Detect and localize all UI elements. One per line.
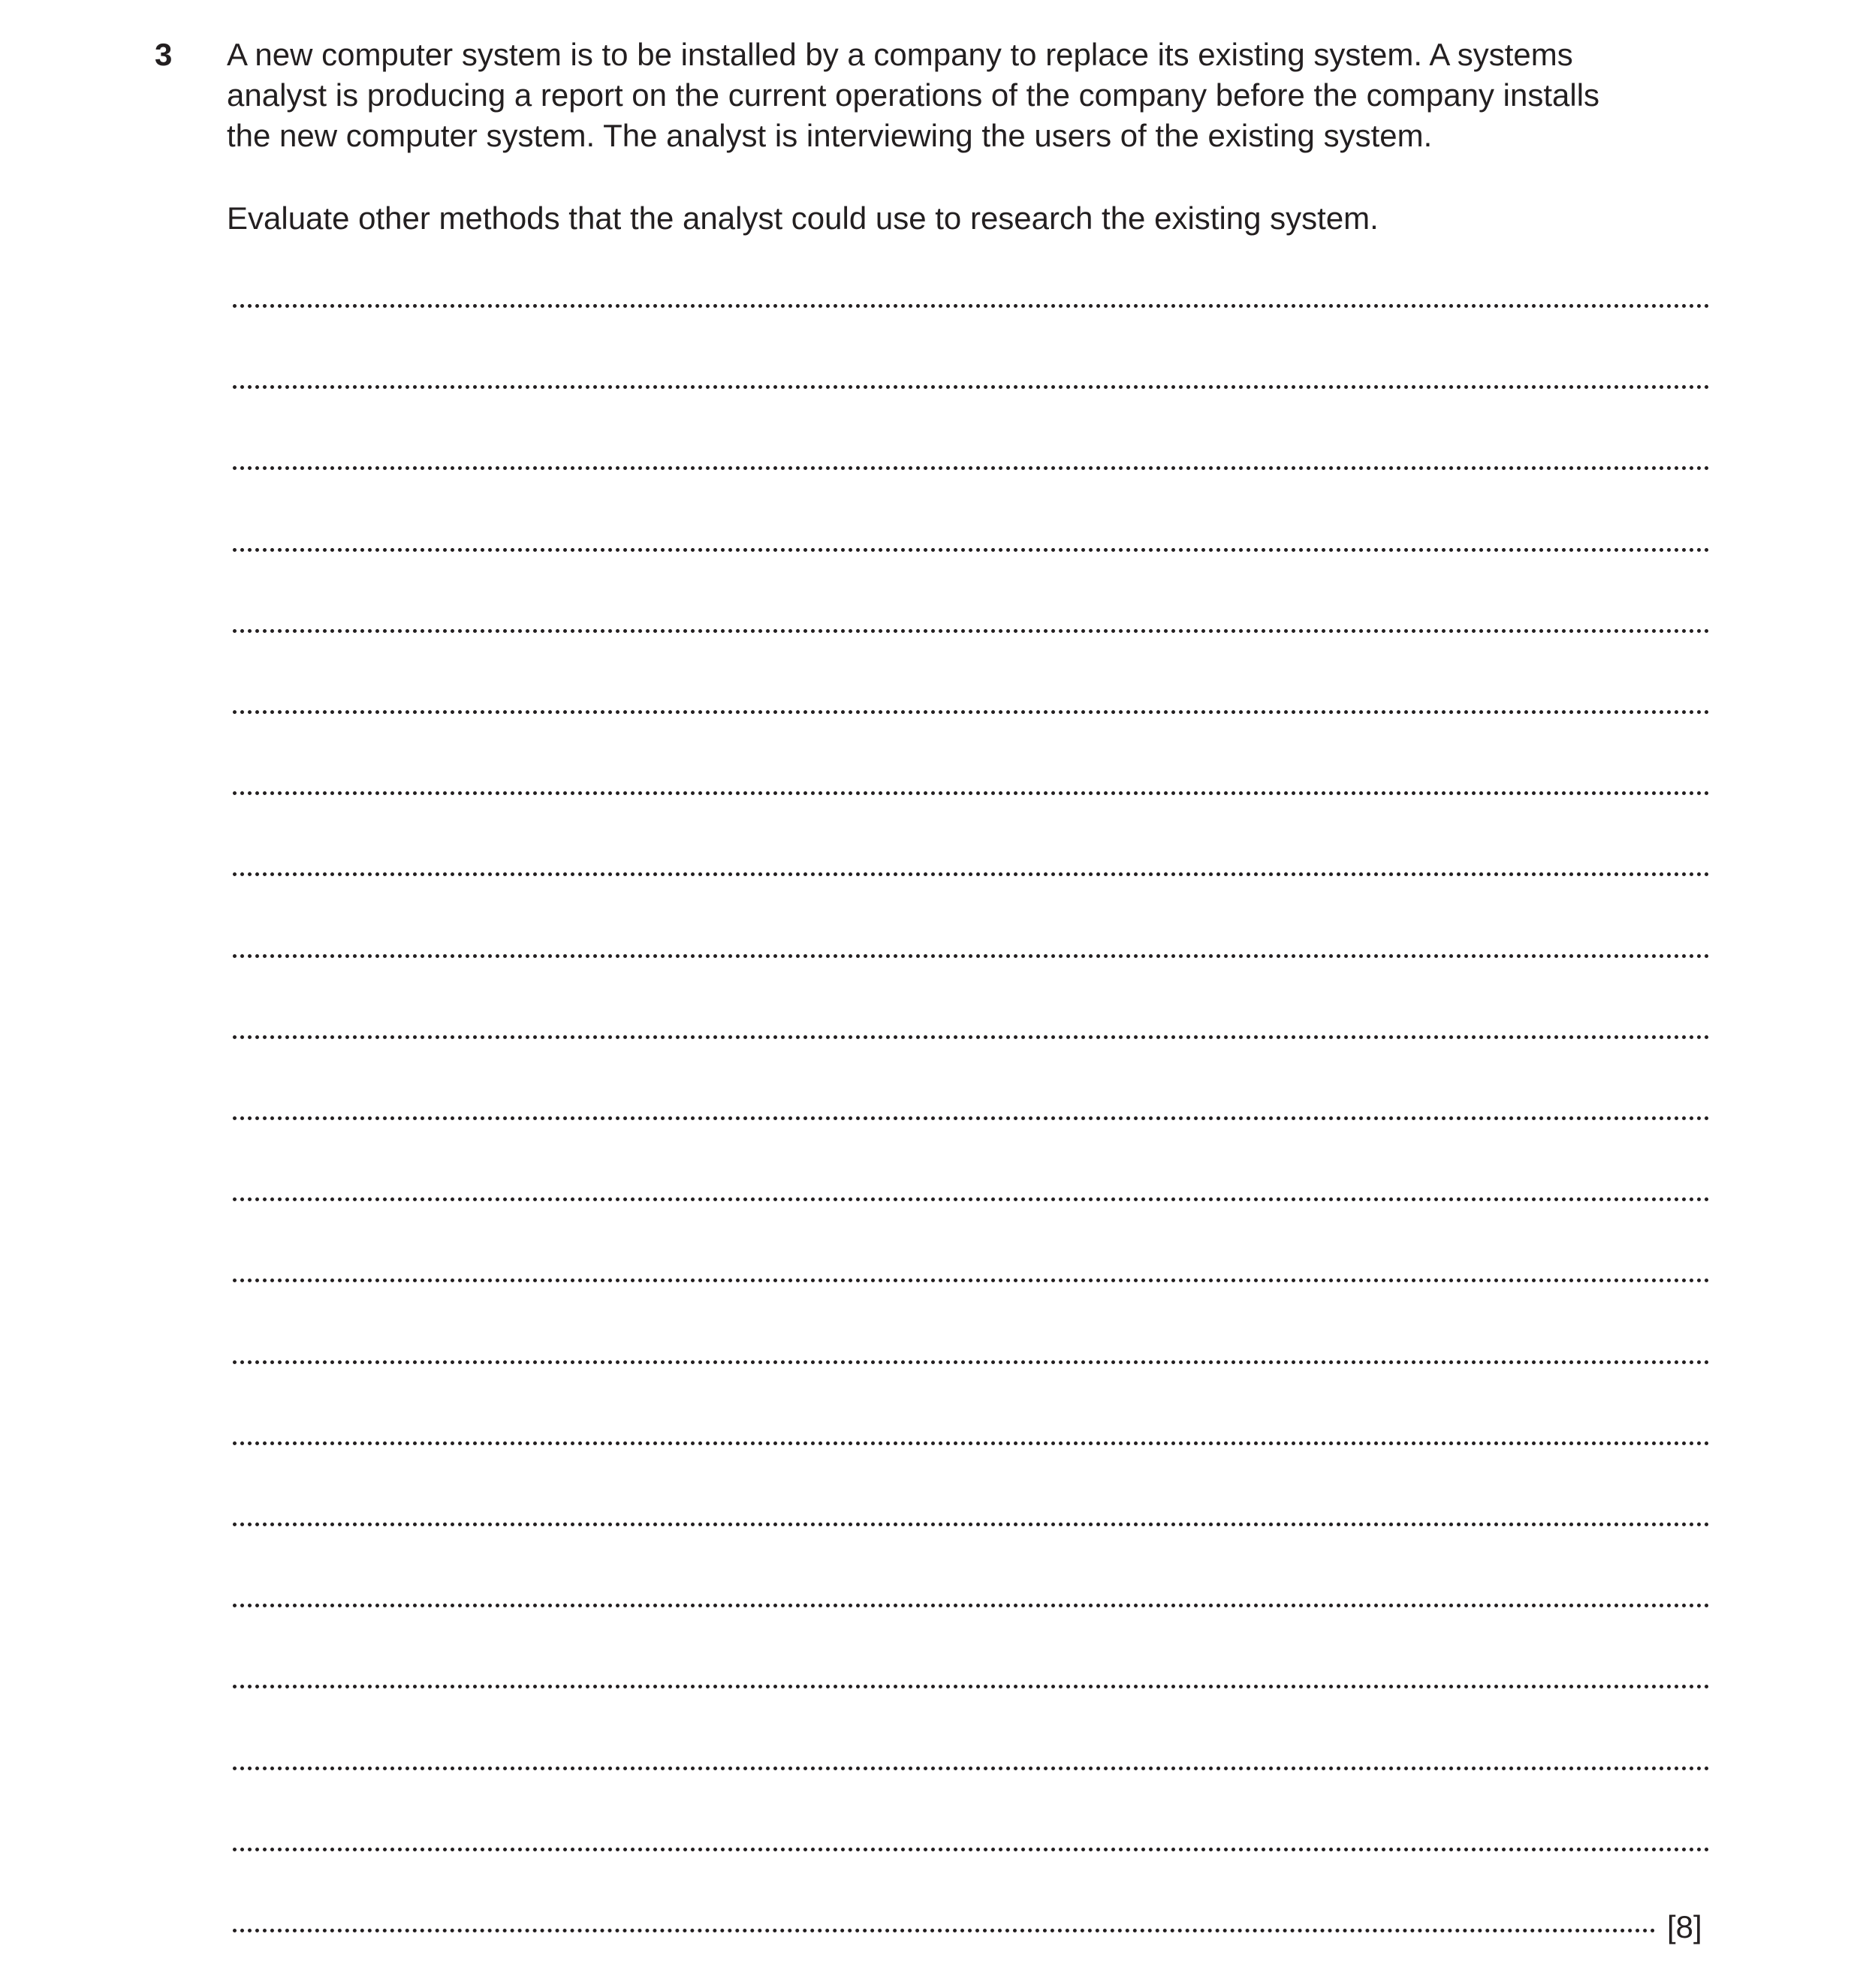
answer-line[interactable] (233, 1116, 1710, 1120)
answer-line[interactable] (233, 1767, 1710, 1770)
answer-line[interactable] (233, 1035, 1710, 1039)
answer-line[interactable] (233, 548, 1710, 552)
answer-line[interactable] (233, 385, 1710, 389)
answer-line[interactable] (233, 954, 1710, 958)
question-stem-line-3: the new computer system. The analyst is interviewing the users of the existing system. (227, 118, 1433, 153)
marks-allocation: [8] (1667, 1909, 1702, 1944)
answer-line[interactable] (233, 1441, 1710, 1445)
answer-line[interactable] (233, 304, 1710, 308)
question-instruction: Evaluate other methods that the analyst could use to research the existing system. (227, 200, 1379, 236)
answer-line[interactable] (233, 710, 1710, 714)
answer-line[interactable] (233, 466, 1710, 470)
question-stem-line-2: analyst is producing a report on the current operations of the company before the company installs (227, 77, 1600, 113)
answer-line[interactable] (233, 791, 1710, 795)
question-stem-line-1: A new computer system is to be installed by a company to replace its existing system. A systems (227, 37, 1573, 72)
answer-line[interactable] (233, 1848, 1710, 1851)
answer-line[interactable] (233, 1523, 1710, 1526)
answer-line[interactable] (233, 872, 1710, 876)
answer-line[interactable] (233, 1604, 1710, 1607)
answer-line[interactable] (233, 629, 1710, 633)
answer-line[interactable] (233, 1360, 1710, 1364)
answer-line[interactable] (233, 1685, 1710, 1688)
answer-line[interactable] (233, 1929, 1656, 1932)
answer-line[interactable] (233, 1197, 1710, 1201)
answer-area[interactable] (233, 0, 1710, 1988)
answer-line[interactable] (233, 1279, 1710, 1282)
question-number: 3 (155, 37, 173, 72)
